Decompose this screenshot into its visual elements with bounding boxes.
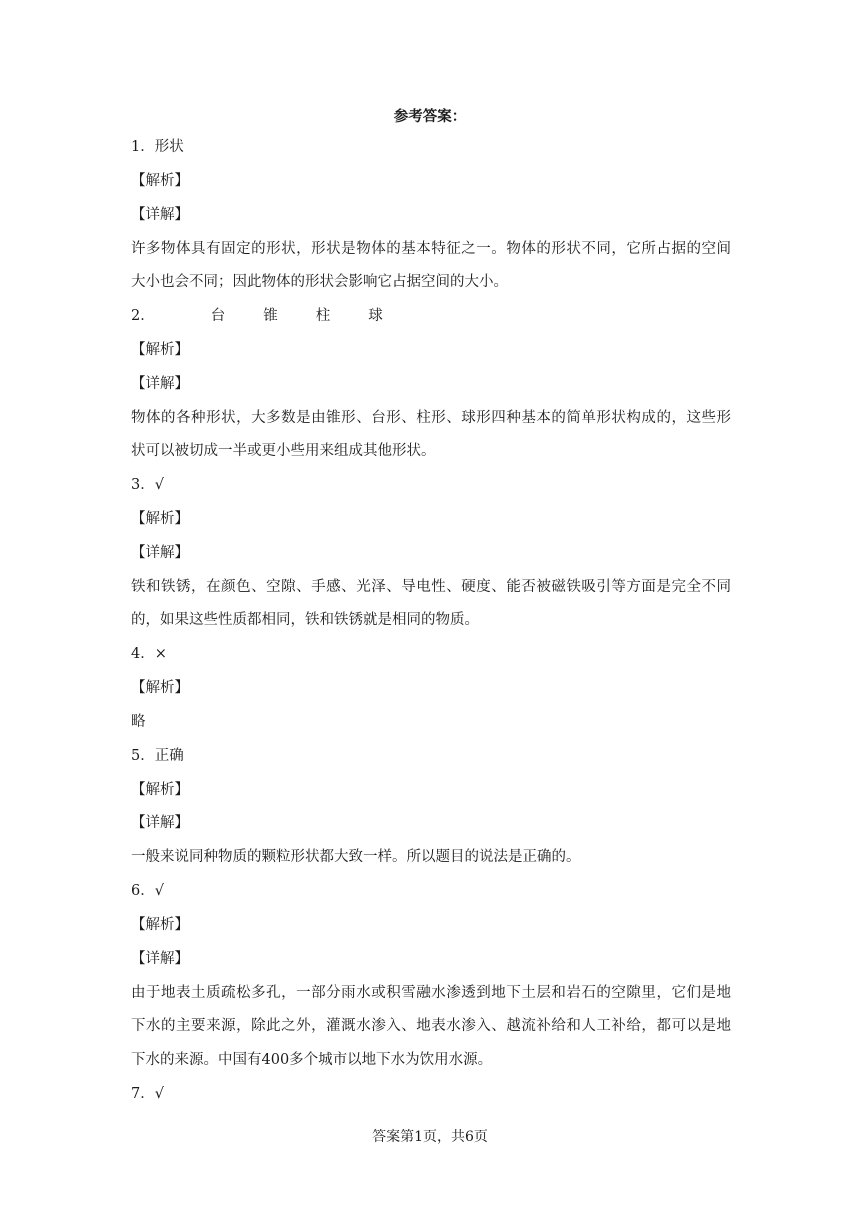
explanation-6-line-1: 由于地表土质疏松多孔，一部分雨水或积雪融水渗透到地下土层和岩石的空隙里，它们是地 (131, 985, 731, 1001)
answer-2-number: 2． (131, 308, 155, 324)
explanation-3-line-1: 铁和铁锈，在颜色、空隙、手感、光泽、导电性、硬度、能否被磁铁吸引等方面是完全不同 (131, 579, 731, 595)
explanation-5-line-1: 一般来说同种物质的颗粒形状都大致一样。所以题目的说法是正确的。 (131, 849, 581, 865)
answer-4: 4．× (131, 646, 167, 662)
explanation-1-line-1: 许多物体具有固定的形状，形状是物体的基本特征之一。物体的形状不同，它所占据的空间 (131, 241, 731, 257)
jiexi-label-4: 【解析】 (131, 680, 189, 696)
xiangjie-label-6: 【详解】 (131, 951, 189, 967)
page-footer: 答案第1页，共6页 (372, 1129, 488, 1145)
explanation-6-line-2: 下水的主要来源，除此之外，灌溉水渗入、地表水渗入、越流补给和人工补给，都可以是地 (131, 1018, 731, 1034)
xiangjie-label-3: 【详解】 (131, 545, 189, 561)
jiexi-label-5: 【解析】 (131, 782, 189, 798)
explanation-2-line-1: 物体的各种形状，大多数是由锥形、台形、柱形、球形四种基本的简单形状构成的，这些形 (131, 410, 731, 426)
answer-7: 7．√ (131, 1086, 164, 1102)
explanation-2-line-2: 状可以被切成一半或更小些用来组成其他形状。 (131, 443, 436, 459)
explanation-3-line-2: 的，如果这些性质都相同，铁和铁锈就是相同的物质。 (131, 612, 479, 628)
answer-2-blank-4: 球 (368, 308, 383, 324)
answer-1: 1．形状 (131, 139, 184, 155)
answer-2-blank-3: 柱 (315, 308, 331, 324)
answer-6: 6．√ (131, 883, 164, 899)
answer-5: 5．正确 (131, 748, 184, 764)
jiexi-label-6: 【解析】 (131, 917, 189, 933)
xiangjie-label-1: 【详解】 (131, 207, 189, 223)
explanation-6-line-3: 下水的来源。中国有400多个城市以地下水为饮用水源。 (131, 1052, 493, 1068)
answer-2 (131, 304, 731, 325)
explanation-1-line-2: 大小也会不同；因此物体的形状会影响它占据空间的大小。 (131, 274, 508, 290)
xiangjie-label-2: 【详解】 (131, 376, 189, 392)
jiexi-label-1: 【解析】 (131, 173, 189, 189)
jiexi-label-2: 【解析】 (131, 342, 189, 358)
page-title: 参考答案： (393, 108, 467, 125)
answer-2-blank-2: 锥 (263, 308, 278, 324)
answer-2-blank-1: 台 (210, 308, 226, 324)
explanation-4-line-1: 略 (131, 714, 146, 730)
xiangjie-label-5: 【详解】 (131, 815, 189, 831)
jiexi-label-3: 【解析】 (131, 511, 189, 527)
answer-3: 3．√ (131, 477, 164, 493)
